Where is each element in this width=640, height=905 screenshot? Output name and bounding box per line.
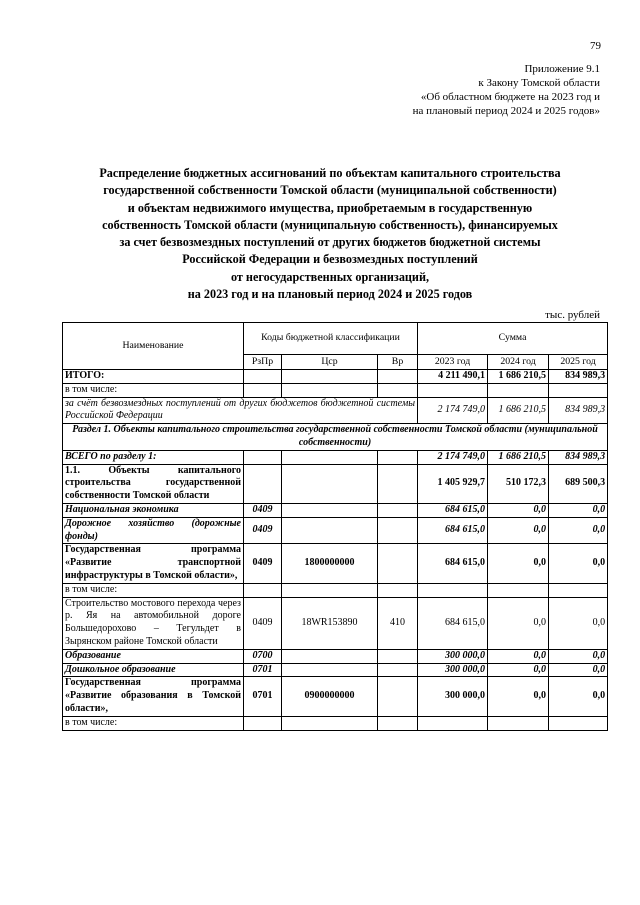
cell-name: Дорожное хозяйство (дорожные фонды) — [63, 517, 244, 544]
cell-2024: 1 686 210,5 — [488, 370, 549, 384]
section-heading-row — [63, 424, 608, 451]
cell-rzpr: 0409 — [244, 544, 282, 583]
header-rzpr: РзПр — [244, 355, 282, 370]
title-line: за счет безвозмездных поступлений от других бюджетов бюджетной системы — [119, 235, 541, 250]
total-row — [63, 370, 608, 384]
page-number: 79 — [590, 40, 601, 52]
section-total-row — [63, 450, 608, 464]
cell-name: Дошкольное образование — [63, 663, 244, 677]
including-row — [63, 716, 608, 730]
header-2025: 2025 год — [549, 355, 608, 370]
document-title — [55, 165, 605, 303]
cell-2024: 1 686 210,5 — [488, 450, 549, 464]
cell-rzpr: 0701 — [244, 663, 282, 677]
cell-csr: 18WR153890 — [282, 597, 378, 649]
header-name: Наименование — [63, 323, 244, 370]
cell-2024: 0,0 — [488, 517, 549, 544]
cell-2025: 0,0 — [549, 517, 608, 544]
cell-2024: 0,0 — [488, 677, 549, 716]
header-2024: 2024 год — [488, 355, 549, 370]
cell-2025: 0,0 — [549, 544, 608, 583]
title-line: Российской Федерации и безвозмездных поступлений — [182, 252, 478, 267]
cell-2024: 0,0 — [488, 544, 549, 583]
appendix-note — [300, 62, 600, 118]
economy-row — [63, 503, 608, 517]
cell-name: в том числе: — [63, 383, 244, 397]
cell-name: Государственная программа «Развитие образования в Томской области», — [63, 677, 244, 716]
subsection-row — [63, 464, 608, 503]
appendix-line: к Закону Томской области — [478, 77, 600, 89]
cell-rzpr: 0409 — [244, 597, 282, 649]
cell-2023: 300 000,0 — [418, 663, 488, 677]
preschool-row — [63, 663, 608, 677]
cell-2023: 300 000,0 — [418, 677, 488, 716]
cell-2023: 2 174 749,0 — [418, 397, 488, 424]
cell-2025: 0,0 — [549, 503, 608, 517]
cell-2024: 0,0 — [488, 597, 549, 649]
program-education-row — [63, 677, 608, 716]
cell-2023: 684 615,0 — [418, 503, 488, 517]
cell-2023: 2 174 749,0 — [418, 450, 488, 464]
title-line: от негосударственных организаций, — [230, 269, 430, 284]
cell-2023: 300 000,0 — [418, 649, 488, 663]
cell-name: Строительство мостового перехода через р. Яя на автомобильной дороге Большедорохово – Тегульдет в Зырянском районе Томской области — [63, 597, 244, 649]
cell-2023: 684 615,0 — [418, 544, 488, 583]
header-row — [63, 323, 608, 355]
title-line: и объектам недвижимого имущества, приобретаемым в государственную — [127, 200, 533, 215]
header-codes: Коды бюджетной классификации — [244, 323, 418, 355]
cell-rzpr: 0409 — [244, 503, 282, 517]
appendix-line: «Об областном бюджете на 2023 год и — [420, 91, 600, 103]
units-label: тыс. рублей — [545, 309, 600, 321]
cell-rzpr: 0701 — [244, 677, 282, 716]
title-line: Распределение бюджетных ассигнований по объектам капитального строительства — [99, 166, 561, 180]
cell-2023: 4 211 490,1 — [418, 370, 488, 384]
cell-rzpr: 0700 — [244, 649, 282, 663]
cell-name: Государственная программа «Развитие транспортной инфраструктуры в Томской области», — [63, 544, 244, 583]
cell-2025: 0,0 — [549, 649, 608, 663]
cell-2023: 1 405 929,7 — [418, 464, 488, 503]
cell-2025: 834 989,3 — [549, 450, 608, 464]
header-csr: Цср — [282, 355, 378, 370]
cell-name: ВСЕГО по разделу 1: — [63, 450, 244, 464]
cell-name: Образование — [63, 649, 244, 663]
cell-2024: 510 172,3 — [488, 464, 549, 503]
cell-2024: 0,0 — [488, 663, 549, 677]
cell-csr: 0900000000 — [282, 677, 378, 716]
cell-2023: 684 615,0 — [418, 597, 488, 649]
free-receipts-row — [63, 397, 608, 424]
cell-2025: 0,0 — [549, 663, 608, 677]
cell-2025: 689 500,3 — [549, 464, 608, 503]
title-line: государственной собственности Томской области (муниципальной собственности) — [103, 183, 557, 198]
cell-2023: 684 615,0 — [418, 517, 488, 544]
section-1-title: Раздел 1. Объекты капитального строительства государственной собственности Томской области (муниципальной собственности) — [63, 424, 608, 451]
cell-name: Национальная экономика — [63, 503, 244, 517]
cell-2025: 834 989,3 — [549, 397, 608, 424]
cell-2025: 0,0 — [549, 677, 608, 716]
header-vr: Вр — [378, 355, 418, 370]
including-row — [63, 583, 608, 597]
header-sum: Сумма — [418, 323, 608, 355]
education-row — [63, 649, 608, 663]
title-line: собственность Томской области (муниципальную собственность), финансируемых — [102, 217, 558, 232]
program-transport-row — [63, 544, 608, 583]
roads-row — [63, 517, 608, 544]
cell-2025: 0,0 — [549, 597, 608, 649]
title-line: на 2023 год и на плановый период 2024 и 2025 годов — [187, 287, 473, 302]
cell-2024: 0,0 — [488, 649, 549, 663]
cell-name: ИТОГО: — [63, 370, 244, 384]
cell-name: в том числе: — [63, 583, 244, 597]
cell-name: за счёт безвозмездных поступлений от других бюджетов бюджетной системы Российской Федерации — [63, 397, 418, 424]
including-row — [63, 383, 608, 397]
header-2023: 2023 год — [418, 355, 488, 370]
bridge-row — [63, 597, 608, 649]
cell-vr: 410 — [378, 597, 418, 649]
cell-csr: 1800000000 — [282, 544, 378, 583]
budget-table — [62, 322, 608, 731]
appendix-line: на плановый период 2024 и 2025 годов» — [412, 105, 600, 117]
appendix-line: Приложение 9.1 — [524, 63, 600, 75]
cell-2025: 834 989,3 — [549, 370, 608, 384]
cell-name: в том числе: — [63, 716, 244, 730]
cell-name: 1.1. Объекты капитального строительства государственной собственности Томской области — [63, 464, 244, 503]
cell-2024: 0,0 — [488, 503, 549, 517]
cell-2024: 1 686 210,5 — [488, 397, 549, 424]
cell-rzpr: 0409 — [244, 517, 282, 544]
